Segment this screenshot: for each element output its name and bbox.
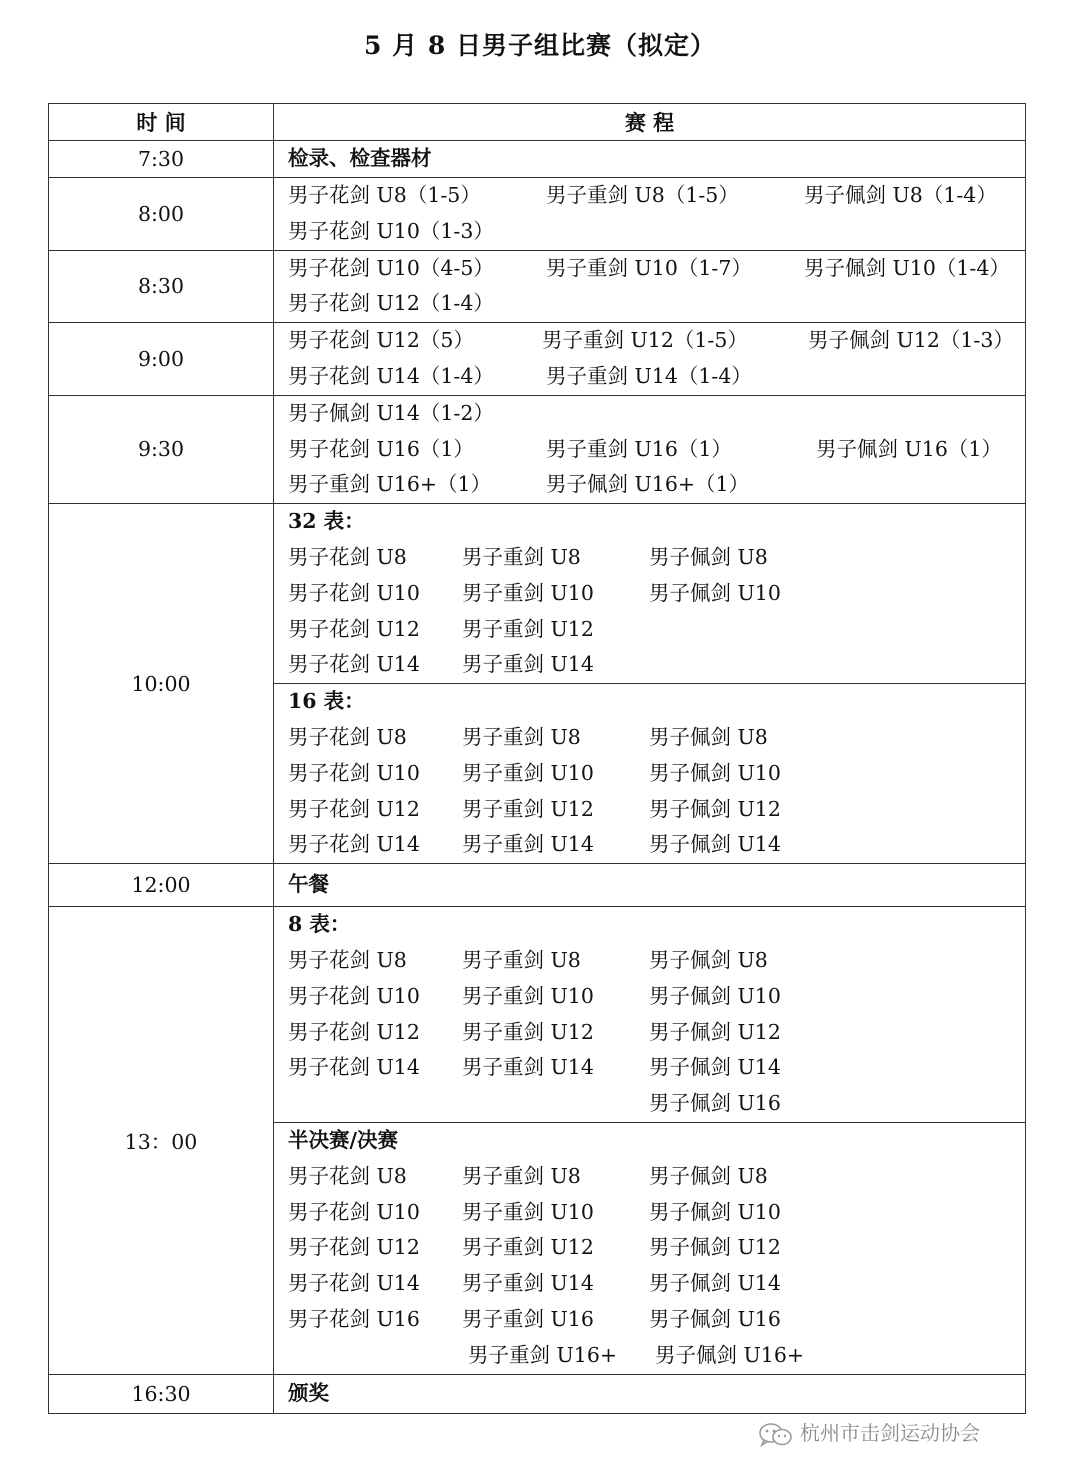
program-item: 男子重剑 U16+（1）: [288, 472, 492, 497]
table-row: [49, 178, 1026, 251]
program-cell: [274, 1374, 1026, 1413]
program-item: 男子花剑 U10: [288, 760, 420, 785]
program-block-16: [274, 684, 1026, 864]
table-row: [49, 1374, 1026, 1413]
program-item: 男子重剑 U8: [462, 947, 581, 972]
table-row: [49, 141, 1026, 178]
program-item: 男子重剑 U14: [462, 1055, 594, 1080]
watermark-text: 杭州市击剑运动协会: [800, 1421, 980, 1445]
program-item: 男子佩剑 U12（1-3）: [808, 328, 1014, 353]
table-row: [49, 504, 1026, 684]
program-cell: [274, 250, 1026, 323]
time-cell: 7:30: [49, 141, 274, 178]
program-item: 男子佩剑 U10: [649, 760, 781, 785]
program-item: 男子重剑 U14: [462, 832, 594, 857]
program-item: 男子重剑 U10: [462, 580, 594, 605]
table-row: [49, 395, 1026, 503]
program-item: 男子花剑 U14: [288, 652, 420, 677]
program-item: 男子重剑 U8: [462, 1163, 581, 1188]
program-item: 男子佩剑 U8（1-4）: [804, 183, 997, 207]
program-item: 男子佩剑 U8: [649, 724, 768, 749]
program-item: 男子佩剑 U10: [649, 983, 781, 1008]
program-item: 男子佩剑 U8: [649, 1163, 768, 1188]
program-item: 男子花剑 U12（1-4）: [288, 291, 494, 316]
program-item: 男子重剑 U16+: [468, 1342, 618, 1367]
program-item: 男子佩剑 U16: [649, 1091, 781, 1116]
program-item: 男子佩剑 U12: [649, 1019, 781, 1044]
table-row: [49, 323, 1026, 396]
program-item: 男子重剑 U10: [462, 1199, 594, 1224]
program-item: 男子重剑 U8（1-5）: [546, 183, 739, 207]
program-item: 男子重剑 U16: [462, 1306, 594, 1331]
watermark: [758, 1418, 980, 1448]
program-item: 男子重剑 U14（1-4）: [546, 363, 752, 388]
time-cell: 12:00: [49, 864, 274, 907]
page-title: 5 月 8 日男子组比赛（拟定）: [364, 31, 716, 60]
schedule-table: [48, 103, 1026, 1414]
program-cell: [274, 141, 1026, 178]
program-item: 男子重剑 U12（1-5）: [542, 328, 748, 353]
program-item: 男子佩剑 U8: [649, 947, 768, 972]
time-cell: 13：00: [49, 907, 274, 1374]
program-item: 男子花剑 U12: [288, 616, 420, 641]
round-label: 半决赛/决赛: [288, 1127, 398, 1152]
program-item: 男子佩剑 U8: [649, 544, 768, 569]
program-item: 男子花剑 U10: [288, 1199, 420, 1224]
program-item: 男子佩剑 U14: [649, 832, 781, 857]
program-item: 男子花剑 U8: [288, 544, 407, 569]
program-item: 男子花剑 U12: [288, 1235, 420, 1260]
program-item: 男子花剑 U8: [288, 947, 407, 972]
program-item: 男子佩剑 U16: [649, 1306, 781, 1331]
program-item: 男子重剑 U14: [462, 652, 594, 677]
table-row: [49, 907, 1026, 1123]
table-header-row: [49, 104, 1026, 141]
table-row: [49, 864, 1026, 907]
program-item: 男子佩剑 U10: [649, 1199, 781, 1224]
program-item: 男子重剑 U10: [462, 983, 594, 1008]
program-cell: [274, 864, 1026, 907]
program-item: 男子花剑 U12: [288, 1019, 420, 1044]
time-cell: 16:30: [49, 1374, 274, 1413]
program-item: 男子花剑 U14: [288, 1271, 420, 1296]
round-label: 8 表：: [288, 912, 351, 937]
table-row: [49, 250, 1026, 323]
program-item: 男子花剑 U8: [288, 1163, 407, 1188]
program-item: 男子重剑 U10（1-7）: [546, 255, 752, 280]
program-item: 男子重剑 U10: [462, 760, 594, 785]
time-cell: 9:30: [49, 395, 274, 503]
program-item: 男子花剑 U8（1-5）: [288, 183, 481, 207]
program-item: 男子重剑 U12: [462, 796, 594, 821]
program-cell: [274, 178, 1026, 251]
program-item: 男子佩剑 U14: [649, 1271, 781, 1296]
program-item: 男子花剑 U10: [288, 983, 420, 1008]
time-cell: 8:30: [49, 250, 274, 323]
program-item: 男子花剑 U8: [288, 724, 407, 749]
program-item: 男子佩剑 U10: [649, 580, 781, 605]
program-item: 男子重剑 U8: [462, 724, 581, 749]
program-item: 男子重剑 U12: [462, 616, 594, 641]
program-item: 男子花剑 U14: [288, 1055, 420, 1080]
time-cell: 8:00: [49, 178, 274, 251]
program-item: 男子重剑 U16（1）: [546, 436, 732, 461]
program-item: 颁奖: [288, 1380, 329, 1405]
program-item: 男子花剑 U12（5）: [288, 328, 474, 353]
program-item: 男子佩剑 U14（1-2）: [288, 400, 494, 425]
program-item: 男子花剑 U12: [288, 796, 420, 821]
program-block-32: [274, 504, 1026, 684]
program-item: 午餐: [288, 872, 329, 897]
program-item: 男子花剑 U10: [288, 580, 420, 605]
program-item: 男子佩剑 U12: [649, 1235, 781, 1260]
round-label: 32 表：: [288, 509, 365, 534]
round-label: 16 表：: [288, 689, 365, 714]
program-item: 男子花剑 U14（1-4）: [288, 363, 494, 388]
program-cell: [274, 323, 1026, 396]
program-item: 男子花剑 U14: [288, 832, 420, 857]
program-item: 男子佩剑 U12: [649, 796, 781, 821]
program-item: 男子重剑 U14: [462, 1271, 594, 1296]
program-item: 男子重剑 U8: [462, 544, 581, 569]
program-item: 男子佩剑 U16+: [655, 1342, 805, 1367]
program-block-8: [274, 907, 1026, 1123]
program-item: 男子花剑 U10（1-3）: [288, 218, 494, 243]
program-item: 男子佩剑 U10（1-4）: [804, 255, 1010, 280]
program-item: 检录、检查器材: [288, 146, 432, 171]
program-item: 男子重剑 U12: [462, 1019, 594, 1044]
program-block-final: [274, 1122, 1026, 1374]
program-cell: [274, 395, 1026, 503]
wechat-icon: [758, 1422, 794, 1448]
header-time: 时 间: [49, 104, 274, 141]
program-item: 男子花剑 U10（4-5）: [288, 255, 494, 280]
program-item: 男子佩剑 U16+（1）: [546, 472, 750, 497]
time-cell: 9:00: [49, 323, 274, 396]
program-item: 男子花剑 U16: [288, 1306, 420, 1331]
program-item: 男子花剑 U16（1）: [288, 436, 474, 461]
header-program: 赛 程: [274, 104, 1026, 141]
program-item: 男子重剑 U12: [462, 1235, 594, 1260]
time-cell: 10:00: [49, 504, 274, 864]
program-item: 男子佩剑 U14: [649, 1055, 781, 1080]
program-item: 男子佩剑 U16（1）: [816, 436, 1002, 461]
